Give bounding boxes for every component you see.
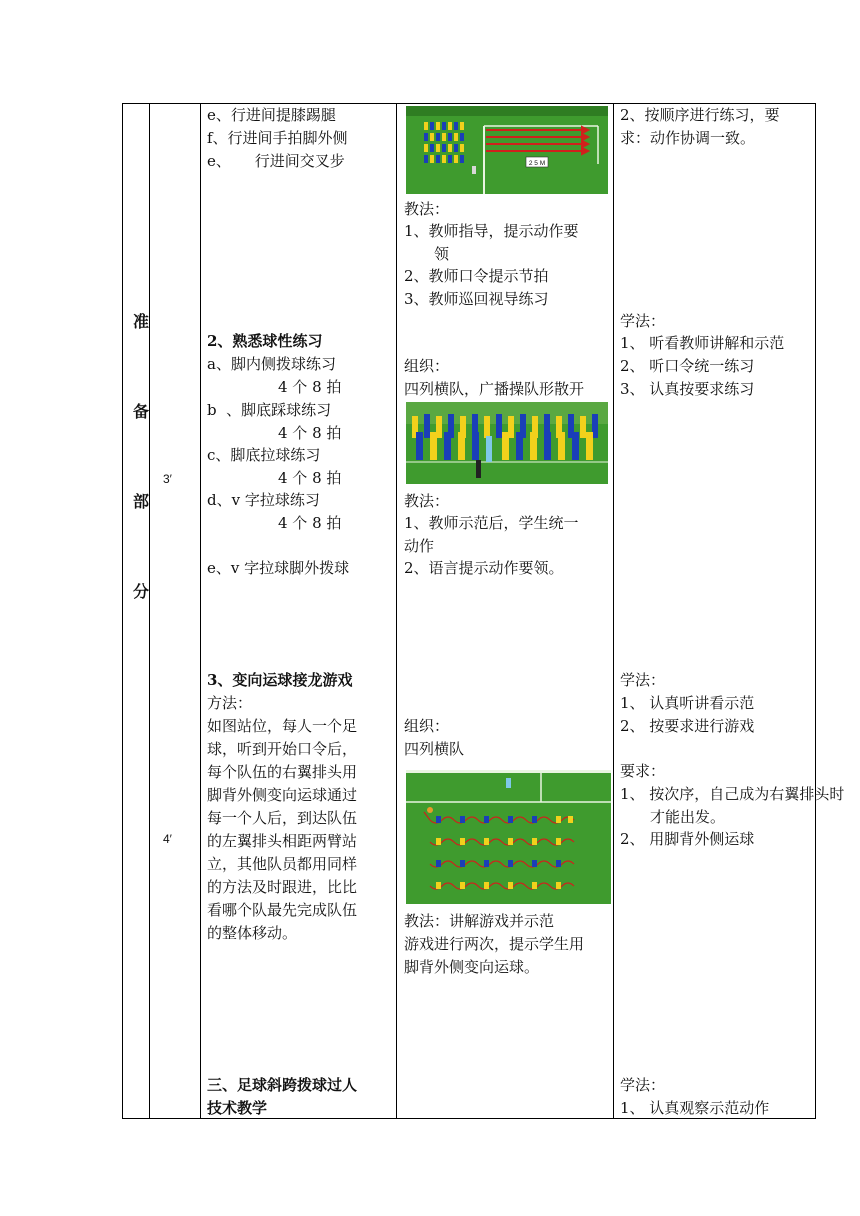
student-line: 1、 按次序，自己成为右翼排头时才能出发。	[620, 785, 845, 826]
content-line: 如图站位，每人一个足	[207, 717, 358, 735]
section-char: 备	[132, 402, 149, 421]
student-line: 1、 认真观察示范动作	[620, 1099, 770, 1117]
content-line: c、脚底拉球练习	[207, 446, 321, 464]
content-line: e、 行进间交叉步	[207, 152, 345, 170]
distance-label: 2 5 M	[528, 160, 546, 167]
content-line: e、行进间提膝踢腿	[207, 106, 336, 124]
content-line: a、脚内侧拨球练习	[207, 355, 336, 373]
content-line: d、v 字拉球练习	[207, 491, 320, 509]
content-heading: 3、变向运球接龙游戏	[207, 671, 353, 689]
method-line: 教法：讲解游戏并示范	[404, 912, 555, 930]
student-line: 2、 按要求进行游戏	[620, 717, 755, 735]
content-line: 方法：	[207, 694, 253, 712]
content-line: e、v 字拉球脚外拨球	[207, 559, 350, 577]
section-char: 分	[132, 582, 149, 601]
content-heading: 三、足球斜跨拨球过人	[207, 1076, 358, 1094]
section-char: 准	[132, 312, 149, 331]
column-divider	[200, 104, 201, 1118]
column-divider	[613, 104, 614, 1118]
student-line: 2、 用脚背外侧运球	[620, 830, 755, 848]
method-line: 游戏进行两次，提示学生用	[404, 935, 585, 953]
method-line: 教法：	[404, 200, 450, 218]
content-heading: 2、熟悉球性练习	[207, 332, 323, 350]
content-line: 立，其他队员都用同样	[207, 855, 358, 873]
content-line: 看哪个队最先完成队伍	[207, 901, 358, 919]
student-line: 要求：	[620, 762, 666, 780]
student-line: 学法：	[620, 671, 666, 689]
method-line: 四列横队	[404, 740, 465, 758]
content-line: 每个队伍的右翼排头用	[207, 763, 358, 781]
content-line: 球，听到开始口令后，	[207, 740, 358, 758]
time-value: 4′	[163, 832, 172, 846]
content-line: 的整体移动。	[207, 924, 298, 942]
content-line: 的左翼排头相距两臂站	[207, 832, 358, 850]
dribbling-game-image	[406, 770, 611, 904]
content-line: 4 个 8 拍	[278, 378, 342, 396]
content-line: 脚背外侧变向运球通过	[207, 786, 358, 804]
student-line: 1、 认真听讲看示范	[620, 694, 755, 712]
content-line: 4 个 8 拍	[278, 424, 342, 442]
content-heading: 技术教学	[207, 1099, 268, 1117]
student-line: 求：动作协调一致。	[620, 129, 756, 147]
student-line: 2、 听口令统一练习	[620, 357, 755, 375]
content-line: 每一个人后，到达队伍	[207, 809, 358, 827]
section-char: 部	[132, 492, 149, 511]
method-line: 1、教师指导，提示动作要	[404, 222, 579, 240]
method-line: 2、教师口令提示节拍	[404, 267, 549, 285]
student-line: 3、 认真按要求练习	[620, 380, 755, 398]
student-line: 学法：	[620, 312, 666, 330]
student-line: 1、 听看教师讲解和示范	[620, 334, 785, 352]
method-line: 1、教师示范后，学生统一	[404, 514, 579, 532]
method-line: 脚背外侧变向运球。	[404, 958, 540, 976]
content-line: b 、脚底踩球练习	[207, 401, 332, 419]
drill-field-image	[406, 106, 608, 194]
method-line: 组织：	[404, 357, 450, 375]
method-line: 教法：	[404, 492, 450, 510]
content-line: 的方法及时跟进，比比	[207, 878, 358, 896]
column-divider	[149, 104, 150, 1118]
content-line: f、行进间手拍脚外侧	[207, 129, 348, 147]
column-divider	[396, 104, 397, 1118]
formation-image	[406, 402, 608, 484]
lesson-table	[122, 103, 845, 1119]
method-line: 动作	[404, 537, 435, 555]
time-value: 3′	[163, 472, 172, 486]
content-line: 4 个 8 拍	[278, 469, 342, 487]
student-line: 学法：	[620, 1076, 666, 1094]
method-line: 领	[434, 245, 450, 263]
method-line: 2、语言提示动作要领。	[404, 559, 564, 577]
method-line: 3、教师巡回视导练习	[404, 290, 549, 308]
student-line: 2、按顺序进行练习，要	[620, 106, 780, 124]
method-line: 四列横队，广播操队形散开	[404, 380, 585, 398]
content-line: 4 个 8 拍	[278, 514, 342, 532]
method-line: 组织：	[404, 717, 450, 735]
